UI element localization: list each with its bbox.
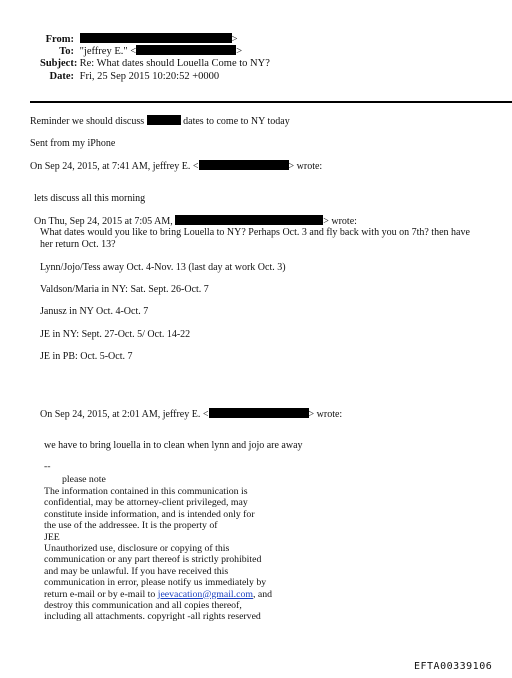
disclaimer-line: communication in error, please notify us immediately by [44, 577, 267, 589]
reminder-text-before: Reminder we should discuss [30, 116, 145, 127]
schedule-item: Valdson/Maria in NY: Sat. Sept. 26-Oct. 7 [40, 284, 209, 295]
from-suffix: > [231, 34, 238, 45]
redacted-email-1 [199, 160, 289, 170]
clean-line: we have to bring louella in to clean when lynn and jojo are away [44, 440, 303, 451]
quote-header-2-prefix: On Thu, Sep 24, 2015 at 7:05 AM, [34, 216, 173, 227]
discuss-line: lets discuss all this morning [34, 193, 146, 204]
subject-label: Subject: [40, 58, 78, 69]
schedule-item: JE in NY: Sept. 27-Oct. 5/ Oct. 14-22 [40, 329, 191, 340]
disclaimer-line: Unauthorized use, disclosure or copying of this [44, 543, 230, 555]
signature-separator: -- [44, 461, 51, 472]
disclaimer-email-suffix: , and [252, 588, 273, 600]
quote-header-1-prefix: On Sep 24, 2015, at 7:41 AM, jeffrey E. < [30, 161, 199, 172]
date-row [40, 71, 219, 83]
disclaimer-line: communication or any part thereof is strictly prohibited [44, 554, 262, 566]
schedule-item: Lynn/Jojo/Tess away Oct. 4-Nov. 13 (last day at work Oct. 3) [40, 262, 286, 273]
disclaimer-line: including all attachments. copyright -all rights reserved [44, 611, 261, 623]
disclaimer-line: JEE [44, 531, 60, 543]
quote-header-3-suffix: > wrote: [308, 409, 343, 420]
subject-value: Re: What dates should Louella Come to NY? [79, 58, 270, 69]
to-suffix: > [236, 46, 243, 57]
quote-header-1-suffix: > wrote: [288, 161, 323, 172]
document-id: EFTA00339106 [414, 661, 493, 672]
disclaimer-block [44, 486, 272, 623]
quote-header-2-suffix: > wrote: [323, 216, 357, 227]
disclaimer-line: confidential, may be attorney-client privileged, may [44, 497, 248, 509]
to-value: "jeffrey E." < [79, 46, 137, 57]
date-value: Fri, 25 Sep 2015 10:20:52 +0000 [79, 71, 220, 82]
reminder-line [30, 115, 290, 128]
disclaimer-email-line [44, 589, 272, 600]
to-row [40, 45, 242, 58]
date-label: Date: [49, 71, 74, 82]
schedule-item: JE in PB: Oct. 5-Oct. 7 [40, 351, 133, 362]
disclaimer-line: The information contained in this communication is [44, 486, 248, 497]
header-divider [30, 101, 512, 103]
reminder-text-after: dates to come to NY today [183, 116, 290, 127]
redacted-to-address [136, 45, 236, 55]
dates-question-line-2: her return Oct. 13? [40, 239, 116, 250]
disclaimer-line: constitute inside information, and is intended only for [44, 508, 255, 520]
disclaimer-email-prefix: return e-mail or by e-mail to [44, 588, 156, 600]
redacted-email-2 [175, 215, 323, 225]
disclaimer-line: destroy this communication and all copies thereof, [44, 600, 242, 612]
quote-header-3 [40, 408, 342, 421]
disclaimer-line: the use of the addressee. It is the property of [44, 520, 218, 532]
redacted-email-3 [209, 408, 309, 418]
disclaimer-heading: please note [62, 474, 106, 485]
schedule-item: Janusz in NY Oct. 4-Oct. 7 [40, 306, 149, 317]
email-link[interactable]: jeevacation@gmail.com [157, 588, 253, 600]
quote-header-1 [30, 160, 322, 173]
disclaimer-line: and may be unlawful. If you have received this [44, 565, 229, 577]
to-label: To: [59, 46, 74, 57]
redacted-name [147, 115, 181, 125]
quote-header-3-prefix: On Sep 24, 2015, at 2:01 AM, jeffrey E. < [40, 409, 209, 420]
dates-question-line-1: What dates would you like to bring Louella to NY? Perhaps Oct. 3 and fly back with you on 7th? then have [40, 227, 470, 238]
from-label: From: [45, 34, 74, 45]
signature-line: Sent from my iPhone [30, 138, 116, 149]
redacted-from-address [80, 33, 232, 43]
subject-row [40, 58, 270, 70]
